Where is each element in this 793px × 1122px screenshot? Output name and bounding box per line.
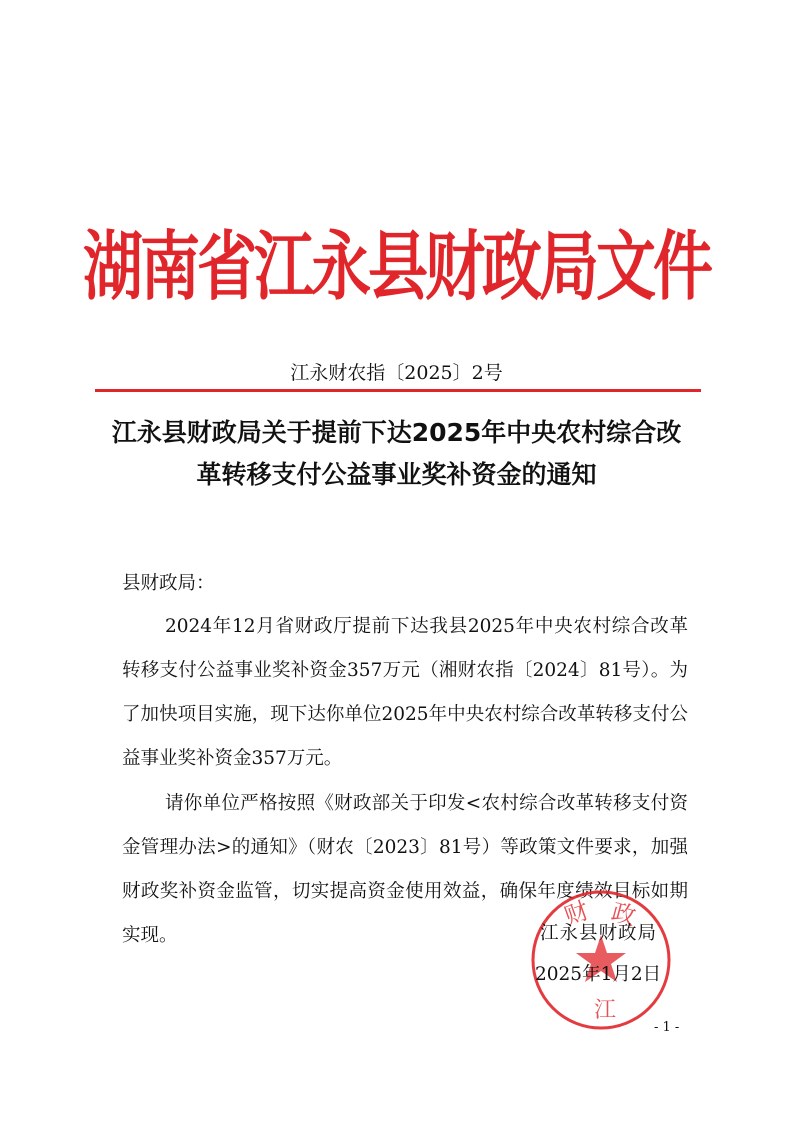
body-paragraph-2: 请你单位严格按照《财政部关于印发<农村综合改革转移支付资金管理办法>的通知》（财农〔2023〕81号）等政策文件要求，加强财政奖补资金监管，切实提高资金使用效益，确保年度绩效目标如期实现。 bbox=[122, 793, 688, 946]
salutation: 县财政局： bbox=[122, 573, 215, 594]
svg-text:财: 财 bbox=[560, 896, 593, 931]
page-number: - 1 - bbox=[654, 1020, 680, 1035]
svg-text:江: 江 bbox=[594, 998, 617, 1023]
signing-date: 2025年1月2日 bbox=[535, 964, 662, 985]
signing-organization: 江永县财政局 bbox=[540, 923, 658, 944]
notice-title: 江永县财政局关于提前下达2025年中央农村综合改革转移支付公益事业奖补资金的通知 bbox=[111, 418, 682, 489]
svg-text:政: 政 bbox=[608, 897, 639, 932]
body-paragraph-1: 2024年12月省财政厅提前下达我县2025年中央农村综合改革转移支付公益事业奖补资金357万元（湘财农指〔2024〕81号）。为了加快项目实施，现下达你单位2025年中央农村综合改革转移支付公益事业奖补资金357万元。 bbox=[122, 616, 688, 769]
red-divider bbox=[95, 389, 701, 392]
document-header-title: 湖南省江永县财政局文件 bbox=[83, 223, 710, 311]
document-number: 江永财农指〔2025〕2号 bbox=[290, 362, 503, 384]
